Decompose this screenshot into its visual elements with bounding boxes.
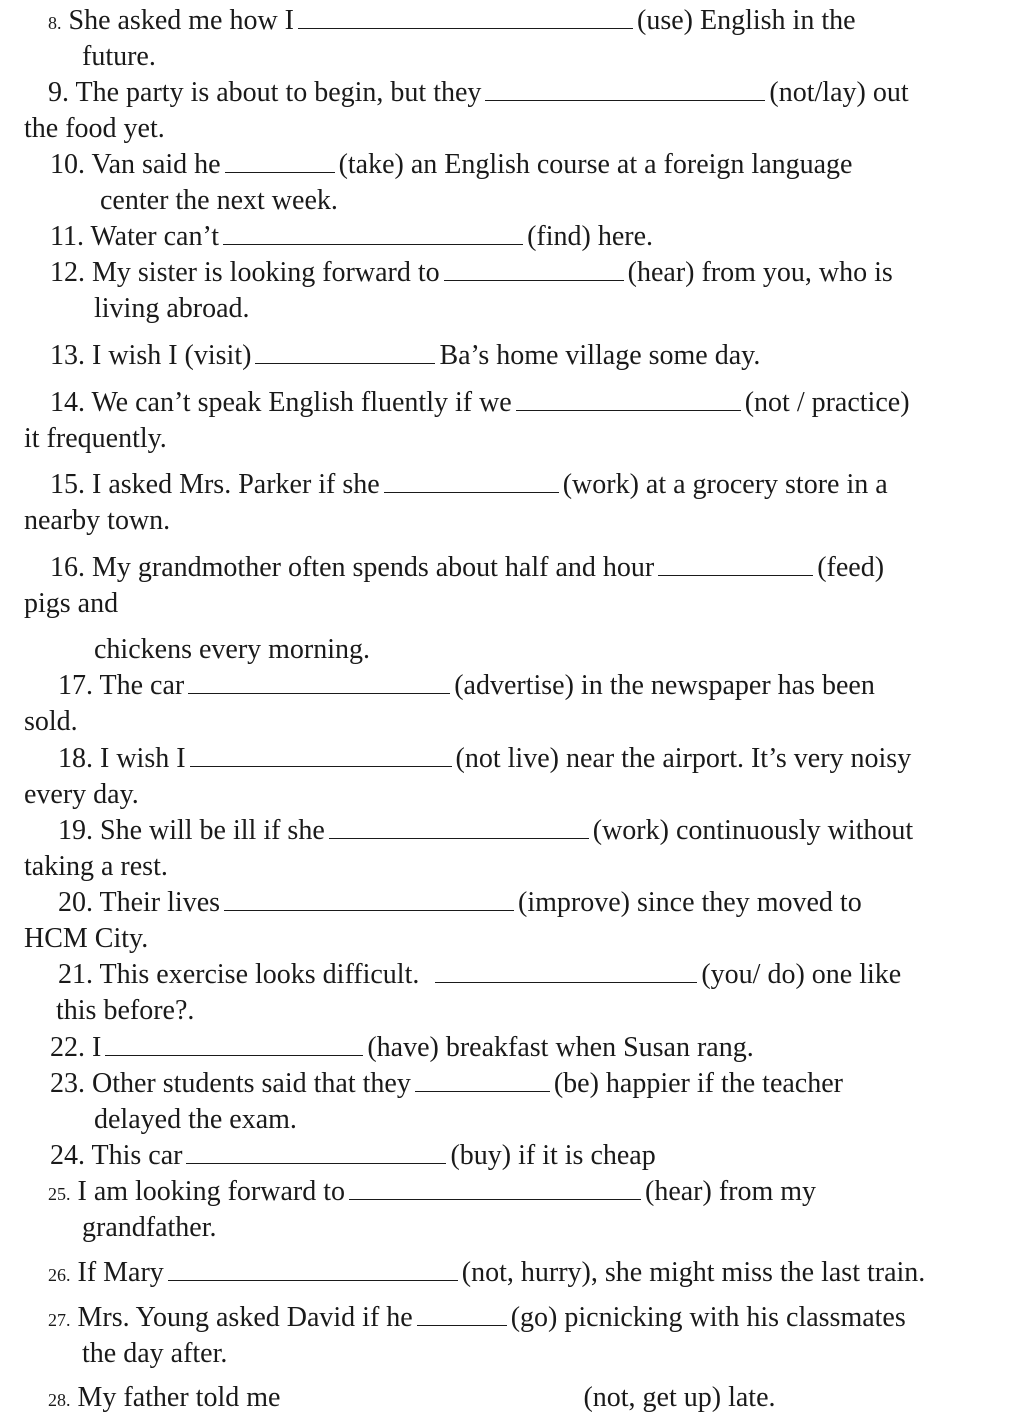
verb-hint: (have) breakfast when Susan rang. [367, 1032, 754, 1063]
question-16-continuation-2: chickens every morning. [94, 634, 371, 665]
answer-blank[interactable] [485, 78, 765, 101]
question-16-continuation: pigs and [24, 588, 119, 619]
question-27 [48, 1301, 906, 1337]
verb-hint: (advertise) in the newspaper has been [454, 670, 875, 701]
question-13 [50, 339, 760, 373]
verb-hint: (hear) from my [645, 1176, 817, 1207]
verb-hint: (work) at a grocery store in a [562, 469, 888, 500]
question-text: We can’t speak English fluently if we [91, 387, 512, 418]
answer-blank[interactable] [516, 388, 741, 411]
question-number: 22. [50, 1032, 85, 1063]
question-number: 20. [58, 887, 93, 918]
answer-blank[interactable] [384, 470, 559, 493]
verb-hint: (feed) [817, 552, 885, 583]
verb-hint: (hear) from you, who is [627, 257, 893, 288]
question-text: My sister is looking forward to [92, 257, 440, 288]
question-16 [50, 551, 884, 585]
question-23-continuation: delayed the exam. [94, 1104, 297, 1135]
answer-blank[interactable] [224, 888, 514, 911]
verb-hint: Ba’s home village some day. [439, 340, 761, 371]
question-text: Other students said that they [92, 1068, 411, 1099]
question-number: 28. [48, 1390, 71, 1410]
question-number: 14. [50, 387, 85, 418]
question-24 [50, 1139, 656, 1173]
verb-hint: (not/lay) out [769, 77, 909, 108]
verb-hint: (use) English in the [637, 5, 856, 36]
question-22 [50, 1031, 754, 1065]
question-number: 16. [50, 552, 85, 583]
question-19 [58, 814, 913, 848]
question-23 [50, 1067, 843, 1101]
answer-blank[interactable] [444, 258, 624, 281]
verb-hint: (be) happier if the teacher [553, 1068, 843, 1099]
question-14 [50, 386, 910, 420]
answer-blank[interactable] [225, 150, 335, 173]
question-12 [50, 256, 893, 290]
answer-blank[interactable] [188, 671, 450, 694]
question-26 [48, 1256, 925, 1292]
answer-blank[interactable] [284, 1383, 579, 1406]
verb-hint: (not / practice) [744, 387, 910, 418]
question-11 [50, 220, 653, 254]
question-19-continuation: taking a rest. [24, 851, 168, 882]
question-25 [48, 1175, 816, 1211]
answer-blank[interactable] [105, 1033, 363, 1056]
question-text: This exercise looks difficult. [99, 959, 420, 990]
question-number: 26. [48, 1265, 71, 1285]
question-21-continuation: this before?. [56, 995, 195, 1026]
question-number: 25. [48, 1184, 71, 1204]
question-text: I wish I [100, 743, 186, 774]
answer-blank[interactable] [415, 1069, 550, 1092]
question-number: 21. [58, 959, 93, 990]
question-text: I wish I (visit) [92, 340, 252, 371]
question-number: 17. [58, 670, 93, 701]
verb-hint: (not, hurry), she might miss the last train. [461, 1257, 926, 1288]
question-text: I am looking forward to [77, 1176, 345, 1207]
question-number: 23. [50, 1068, 85, 1099]
verb-hint: (improve) since they moved to [518, 887, 862, 918]
verb-hint: (take) an English course at a foreign language [338, 149, 853, 180]
question-8 [48, 4, 856, 40]
question-number: 12. [50, 257, 85, 288]
verb-hint: (work) continuously without [592, 815, 914, 846]
question-number: 8. [48, 13, 62, 33]
answer-blank[interactable] [658, 553, 813, 576]
question-number: 11. [50, 221, 84, 252]
verb-hint: (buy) if it is cheap [450, 1140, 656, 1171]
verb-hint: (not, get up) late. [583, 1382, 776, 1412]
question-15-continuation: nearby town. [24, 505, 171, 536]
question-text: My father told me [77, 1382, 281, 1412]
question-text: I asked Mrs. Parker if she [92, 469, 380, 500]
question-number: 19. [58, 815, 93, 846]
question-18-continuation: every day. [24, 779, 139, 810]
question-text: This car [91, 1140, 183, 1171]
question-number: 24. [50, 1140, 85, 1171]
verb-hint: (not live) near the airport. It’s very noisy [455, 743, 912, 774]
verb-hint: (find) here. [527, 221, 654, 252]
answer-blank[interactable] [298, 6, 633, 29]
question-21 [58, 958, 901, 992]
question-27-continuation: the day after. [82, 1338, 228, 1369]
question-text: I [92, 1032, 102, 1063]
question-text: The party is about to begin, but they [75, 77, 482, 108]
answer-blank[interactable] [190, 744, 452, 767]
question-10-continuation: center the next week. [100, 185, 338, 216]
question-number: 27. [48, 1310, 71, 1330]
question-28 [48, 1381, 776, 1412]
question-20 [58, 886, 862, 920]
question-text: Water can’t [90, 221, 220, 252]
answer-blank[interactable] [329, 816, 589, 839]
answer-blank[interactable] [255, 341, 435, 364]
answer-blank[interactable] [435, 960, 697, 983]
question-17 [58, 669, 875, 703]
question-number: 13. [50, 340, 85, 371]
question-18 [58, 742, 911, 776]
question-text: The car [99, 670, 185, 701]
question-number: 10. [50, 149, 85, 180]
question-text: My grandmother often spends about half and hour [92, 552, 655, 583]
question-number: 15. [50, 469, 85, 500]
question-10 [50, 148, 852, 182]
question-text: She asked me how I [68, 5, 295, 36]
question-text: She will be ill if she [100, 815, 325, 846]
question-14-continuation: it frequently. [24, 423, 167, 454]
question-text: If Mary [77, 1257, 164, 1288]
question-9-continuation: the food yet. [24, 113, 165, 144]
question-25-continuation: grandfather. [82, 1212, 217, 1243]
answer-blank[interactable] [186, 1141, 446, 1164]
answer-blank[interactable] [417, 1303, 507, 1326]
verb-hint: (go) picnicking with his classmates [510, 1302, 906, 1333]
question-12-continuation: living abroad. [94, 293, 250, 324]
answer-blank[interactable] [168, 1258, 458, 1281]
question-number: 9. [48, 77, 69, 108]
question-15 [50, 468, 888, 502]
answer-blank[interactable] [349, 1177, 641, 1200]
question-text: Mrs. Young asked David if he [77, 1302, 413, 1333]
answer-blank[interactable] [223, 222, 523, 245]
question-8-continuation: future. [82, 41, 156, 72]
question-9 [48, 76, 909, 110]
question-text: Their lives [99, 887, 221, 918]
question-text: Van said he [91, 149, 221, 180]
question-20-continuation: HCM City. [24, 923, 149, 954]
question-17-continuation: sold. [24, 706, 78, 737]
question-number: 18. [58, 743, 93, 774]
verb-hint: (you/ do) one like [701, 959, 902, 990]
